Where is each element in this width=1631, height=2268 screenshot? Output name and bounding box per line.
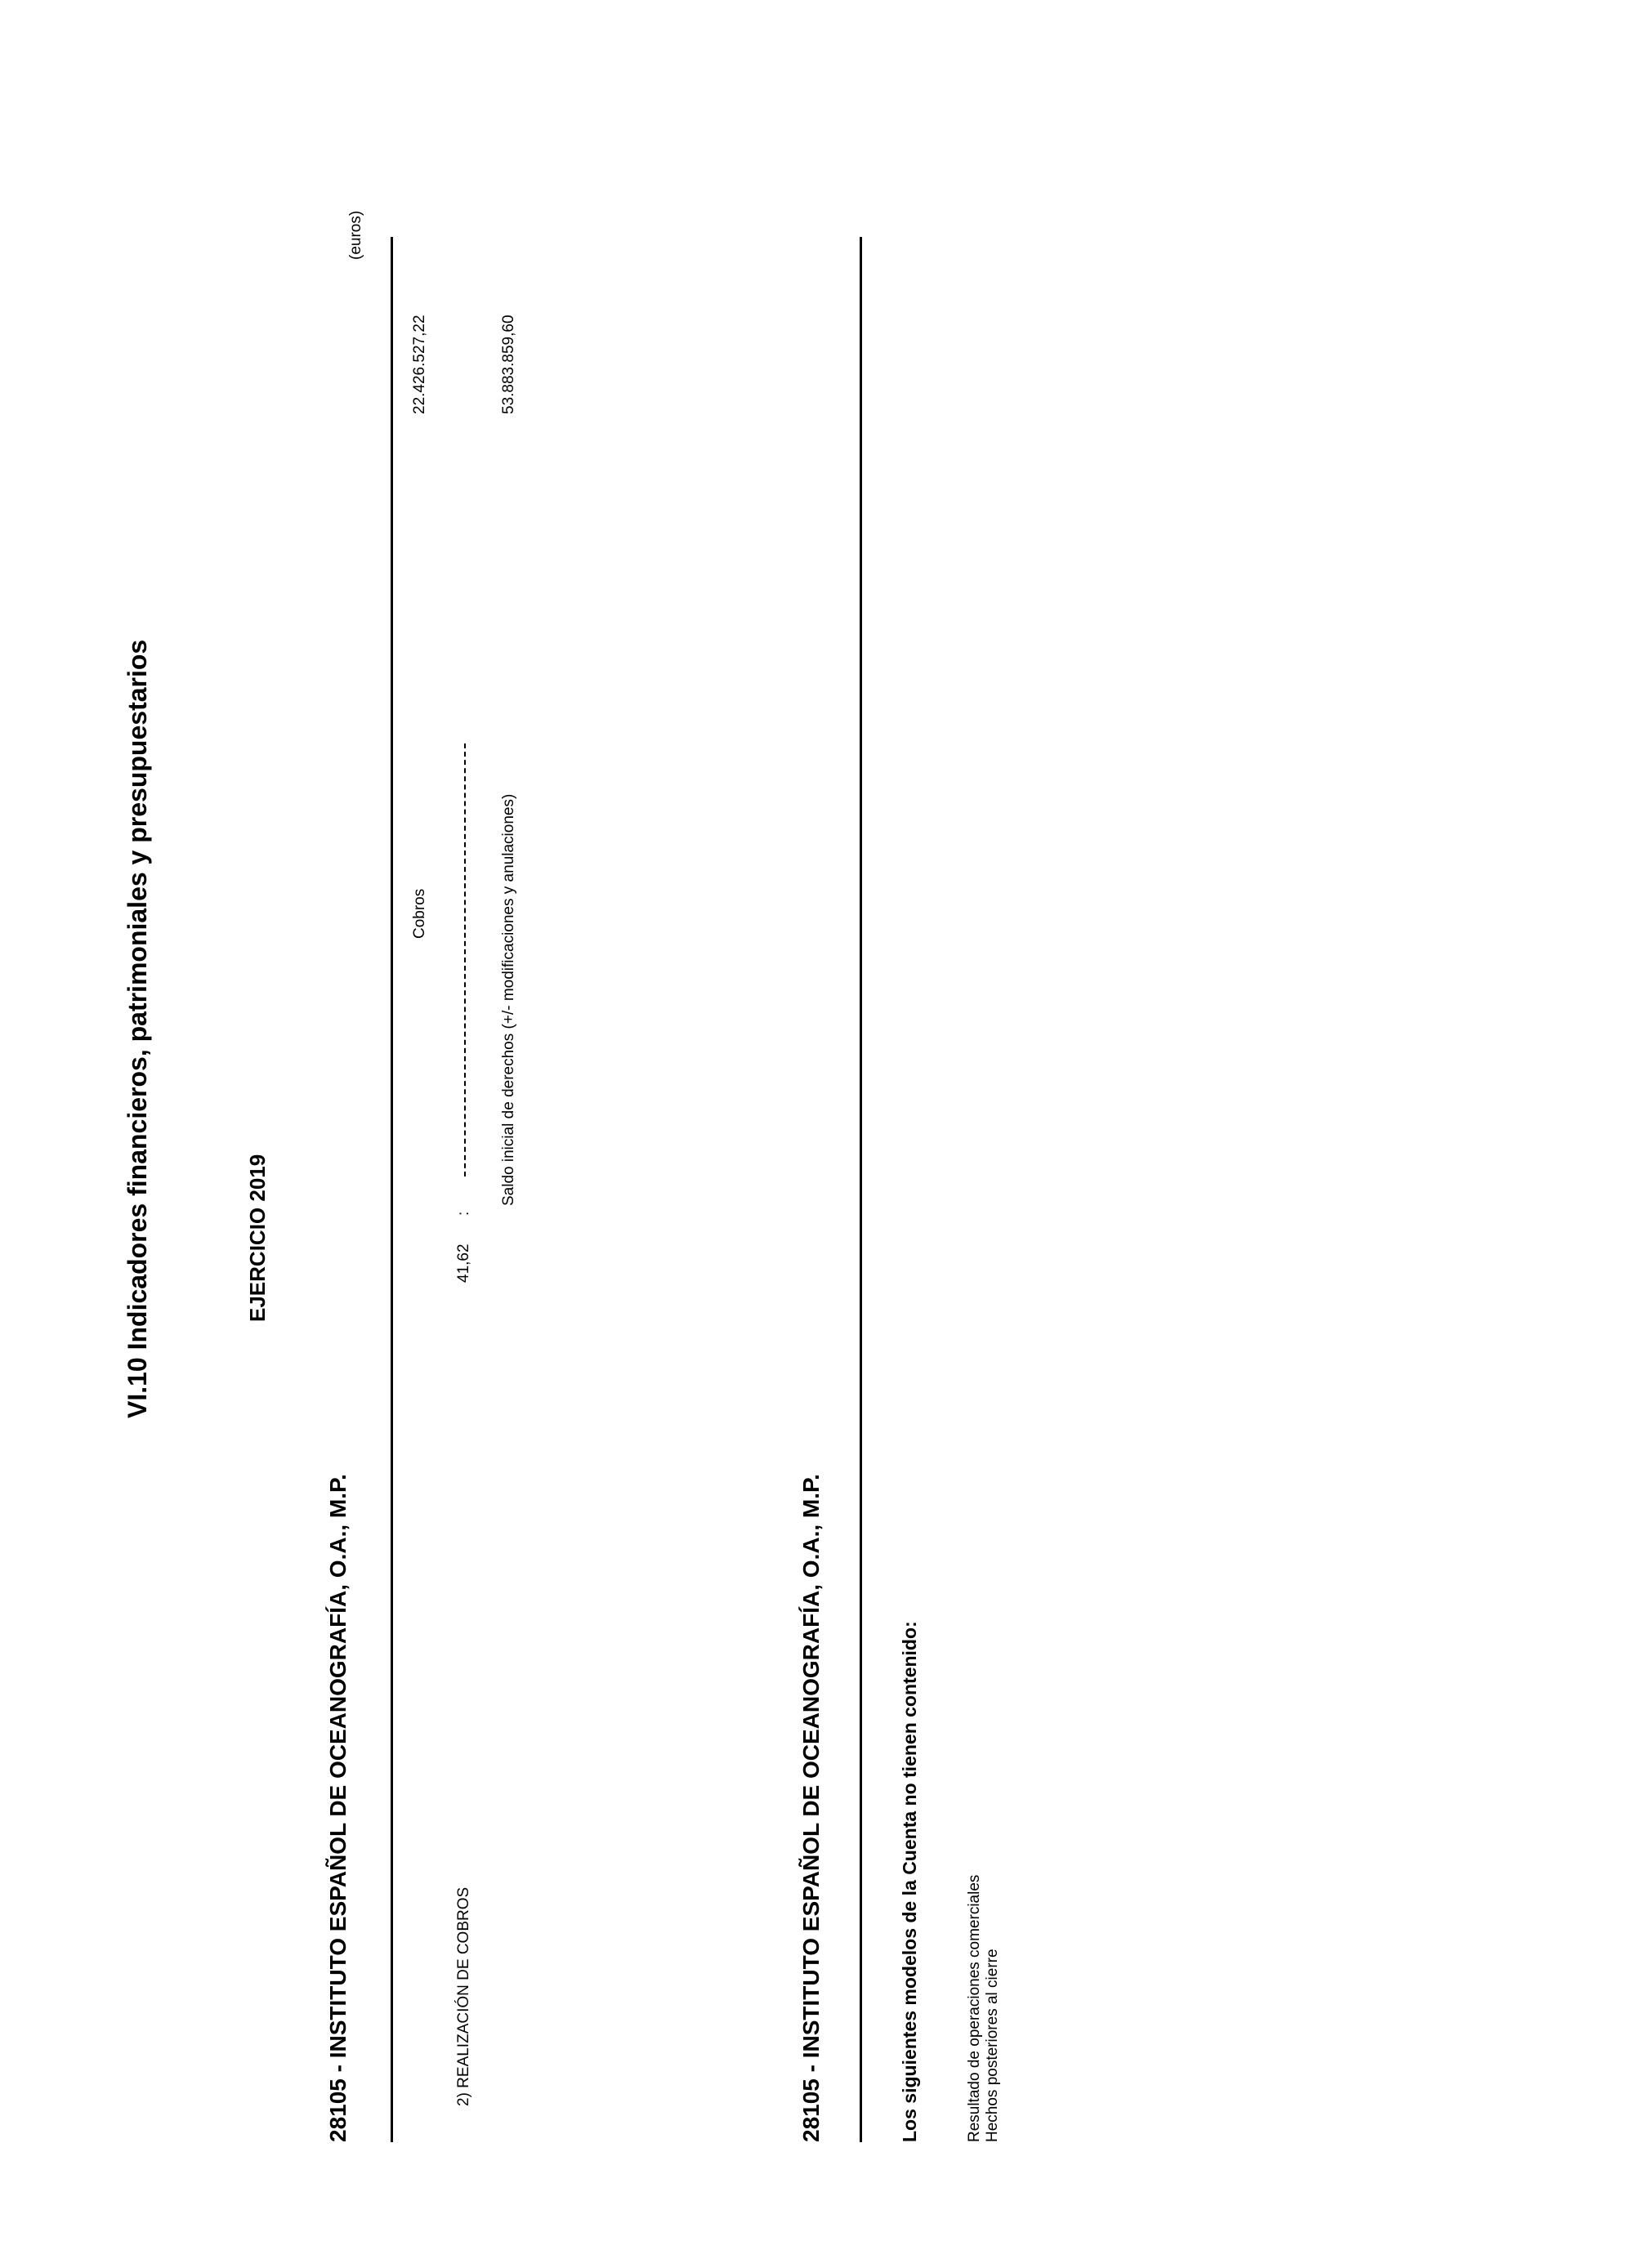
section-divider	[391, 237, 393, 2142]
empty-model-item: Hechos posteriores al cierre	[984, 1949, 1001, 2142]
numerator-label: Cobros	[411, 888, 428, 939]
denominator-value: 53.883.859,60	[500, 315, 517, 414]
fraction-bar	[464, 743, 466, 1176]
indicator-label: 2) REALIZACIÓN DE COBROS	[455, 1886, 472, 2106]
empty-model-item: Resultado de operaciones comerciales	[966, 1874, 983, 2142]
indicator-value: 41,62	[455, 1243, 472, 1283]
section-divider-secondary	[860, 237, 862, 2142]
entity-title-secondary: 28105 - INSTITUTO ESPAÑOL DE OCEANOGRAFÍA, O.A., M.P.	[798, 1474, 824, 2142]
indicator-colon: :	[455, 1211, 472, 1216]
numerator-value: 22.426.527,22	[411, 315, 428, 414]
entity-title: 28105 - INSTITUTO ESPAÑOL DE OCEANOGRAFÍA, O.A., M.P.	[325, 1474, 351, 2142]
fiscal-year-heading: EJERCICIO 2019	[245, 1154, 270, 1322]
denominator-label: Saldo inicial de derechos (+/- modificaciones y anulaciones)	[500, 793, 517, 1206]
currency-units-label: (euros)	[347, 210, 364, 260]
report-title: VI.10 Indicadores financieros, patrimoniales y presupuestarios	[123, 639, 152, 1418]
empty-models-heading: Los siguientes modelos de la Cuenta no tienen contenido:	[899, 1621, 920, 2142]
